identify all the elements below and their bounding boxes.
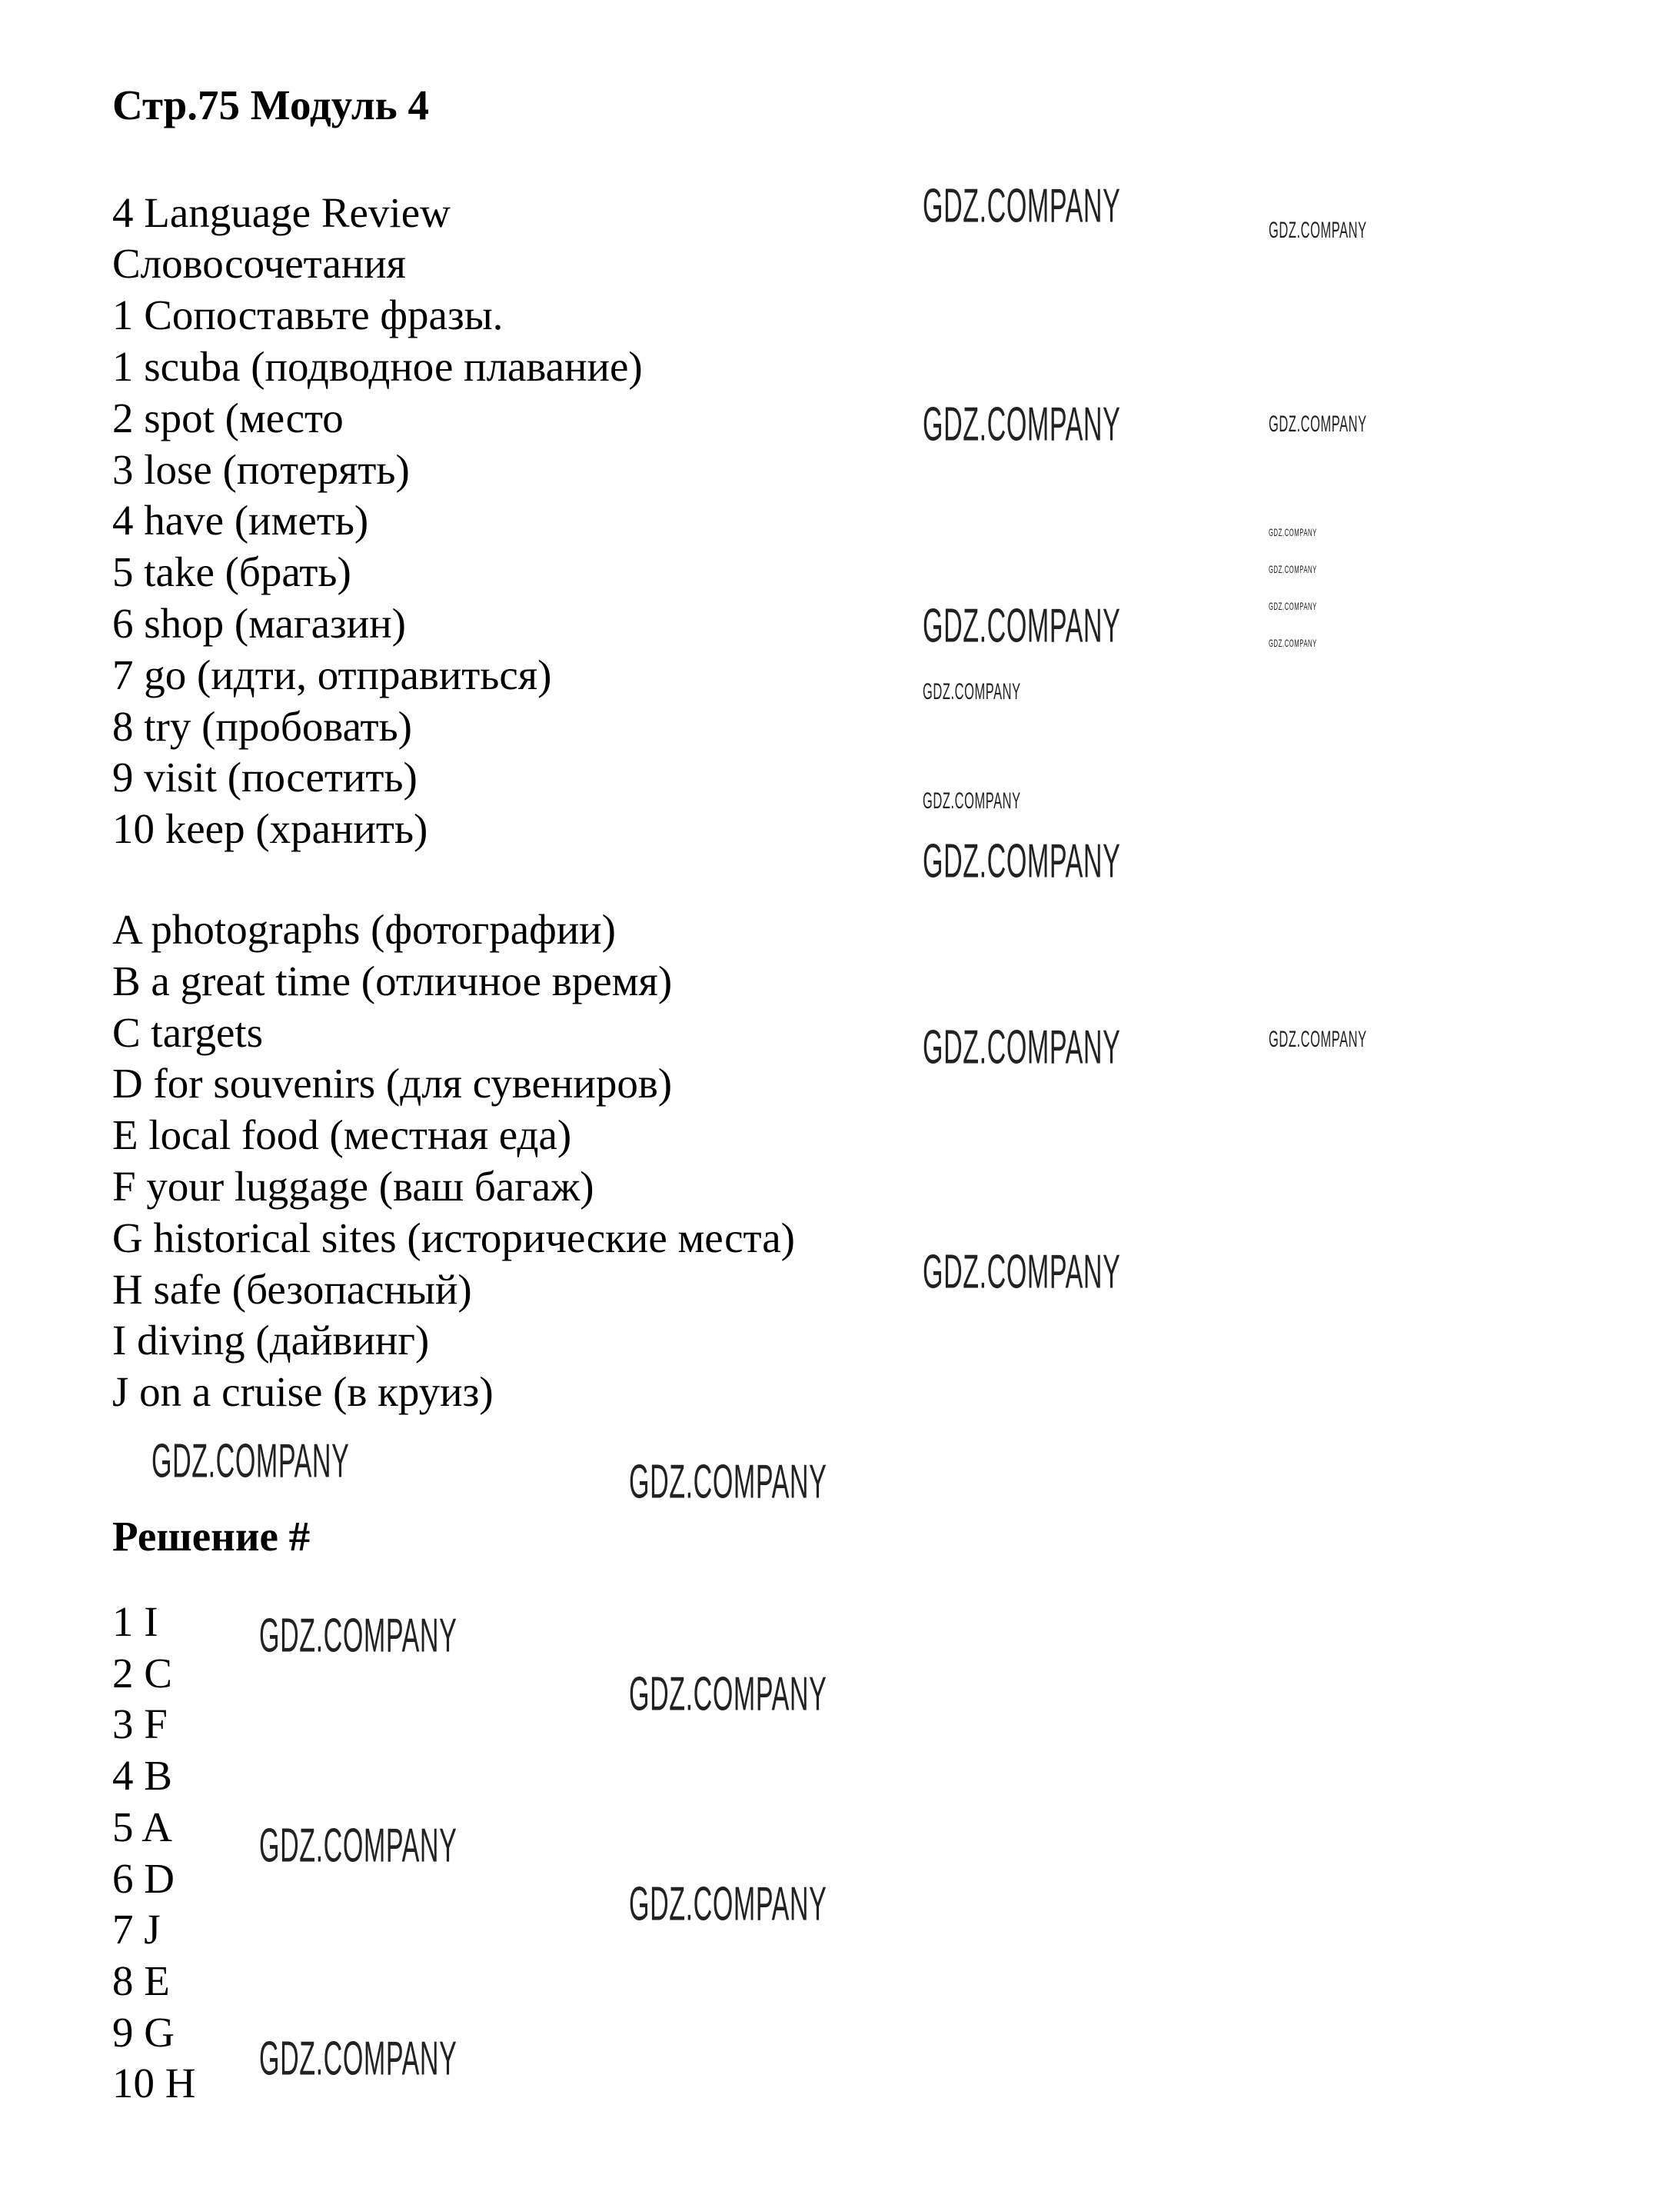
phrase-item: 8 try (пробовать) — [112, 702, 412, 750]
watermark-text: GDZ.COMPANY — [629, 1667, 827, 1721]
option-item: D for souvenirs (для сувениров) — [112, 1060, 673, 1107]
option-item: J on a cruise (в круиз) — [112, 1368, 494, 1416]
answer-item: 1 I — [112, 1598, 158, 1645]
option-item: B a great time (отличное время) — [112, 957, 673, 1004]
answer-item: 8 E — [112, 1957, 170, 2004]
answer-item: 4 B — [112, 1752, 172, 1800]
phrase-item: 4 have (иметь) — [112, 497, 369, 545]
option-item: A photographs (фотографии) — [112, 906, 616, 953]
watermark-text: GDZ.COMPANY — [923, 1245, 1121, 1299]
subtitle: Словосочетания — [112, 240, 406, 287]
watermark-text: GDZ.COMPANY — [923, 398, 1121, 451]
watermark-text: GDZ.COMPANY — [923, 788, 1021, 814]
answer-item: 6 D — [112, 1854, 175, 1902]
page-title: Стр.75 Модуль 4 — [112, 82, 430, 128]
phrase-item: 1 scuba (подводное плавание) — [112, 343, 643, 390]
answer-item: 5 A — [112, 1803, 172, 1850]
answer-item: 3 F — [112, 1700, 168, 1748]
watermark-text: GDZ.COMPANY — [923, 179, 1121, 233]
watermark-text: GDZ.COMPANY — [629, 1455, 827, 1509]
watermark-text: GDZ.COMPANY — [1269, 411, 1367, 437]
phrase-item: 3 lose (потерять) — [112, 445, 410, 493]
watermark-text: GDZ.COMPANY — [1269, 637, 1317, 649]
phrase-item: 7 go (идти, отправиться) — [112, 651, 552, 698]
answer-item: 9 G — [112, 2008, 175, 2056]
watermark-text: GDZ.COMPANY — [259, 1609, 457, 1663]
option-item: I diving (дайвинг) — [112, 1317, 430, 1364]
watermark-text: GDZ.COMPANY — [259, 1819, 457, 1873]
task-instruction: 1 Сопоставьте фразы. — [112, 291, 504, 338]
option-item: H safe (безопасный) — [112, 1265, 472, 1313]
watermark-text: GDZ.COMPANY — [1269, 1027, 1367, 1052]
solution-heading: Решение # — [112, 1513, 311, 1560]
watermark-text: GDZ.COMPANY — [923, 599, 1121, 653]
watermark-text: GDZ.COMPANY — [259, 2032, 457, 2086]
option-item: G historical sites (исторические места) — [112, 1214, 795, 1261]
watermark-text: GDZ.COMPANY — [1269, 526, 1317, 538]
section-heading: 4 Language Review — [112, 189, 451, 236]
answer-item: 2 C — [112, 1649, 172, 1697]
option-item: F your luggage (ваш багаж) — [112, 1163, 594, 1210]
watermark-text: GDZ.COMPANY — [923, 834, 1121, 888]
watermark-text: GDZ.COMPANY — [1269, 563, 1317, 575]
option-item: E local food (местная еда) — [112, 1111, 572, 1159]
watermark-text: GDZ.COMPANY — [923, 1021, 1121, 1074]
phrase-item: 10 keep (хранить) — [112, 805, 428, 853]
watermark-text: GDZ.COMPANY — [1269, 600, 1317, 612]
phrase-item: 6 shop (магазин) — [112, 600, 406, 647]
watermark-text: GDZ.COMPANY — [1269, 218, 1367, 243]
option-item: C targets — [112, 1008, 264, 1056]
answer-item: 7 J — [112, 1906, 161, 1953]
phrase-item: 9 visit (посетить) — [112, 754, 418, 801]
phrase-item: 2 spot (место — [112, 394, 344, 441]
watermark-text: GDZ.COMPANY — [923, 679, 1021, 704]
answer-item: 10 H — [112, 2060, 196, 2107]
watermark-text: GDZ.COMPANY — [629, 1877, 827, 1931]
watermark-text: GDZ.COMPANY — [151, 1434, 350, 1488]
phrase-item: 5 take (брать) — [112, 548, 351, 596]
